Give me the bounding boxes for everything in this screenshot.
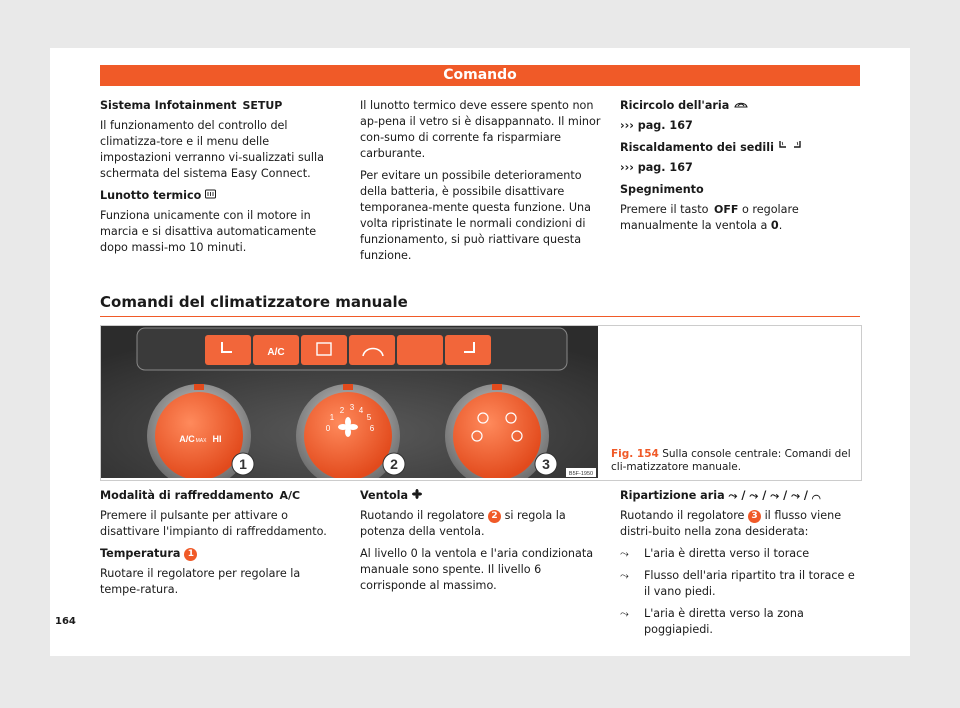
knob-1-hi-label: HI — [212, 434, 222, 444]
ac-button-label: A/C — [267, 347, 285, 358]
cooling-text: Premere il pulsante per attivare o disattivare l'impianto di raffreddamento. — [100, 509, 327, 538]
seat-heating-left-icon — [778, 141, 788, 154]
figure-code: B5F-1950 — [568, 471, 594, 477]
seat-heating-right-icon — [792, 141, 802, 154]
rear-window-text: Funziona unicamente con il motore in marcia e si disattiva automaticamente dopo massi-mo 10 minuti. — [100, 209, 317, 254]
temperature-heading: Temperatura 1 — [100, 546, 340, 562]
figure-label: Fig. 154 — [611, 448, 659, 460]
callout-ref-1: 1 — [184, 548, 197, 561]
cooling-heading: Modalità di raffreddamento A/C — [100, 489, 301, 502]
knob-1-max-label: MAX — [195, 438, 207, 444]
seat-heating-heading: Riscaldamento dei sedili — [620, 140, 860, 156]
blank-button[interactable] — [397, 335, 443, 365]
fan-heading: Ventola — [360, 488, 602, 504]
bottom-column-1 — [100, 488, 340, 604]
climate-panel-photo — [101, 326, 598, 478]
column-3 — [620, 98, 860, 240]
fan-scale-0: 0 — [325, 424, 331, 433]
column-1 — [100, 98, 340, 262]
section-header-bar: Comando — [100, 65, 860, 86]
distribution-item-chest: ⤳ L'aria è diretta verso il torace — [620, 547, 810, 560]
feet-airflow-icon: ⤳ — [620, 607, 629, 620]
svg-text:3: 3 — [542, 456, 550, 472]
callout-1 — [232, 453, 254, 475]
fan-text: Ruotando il regolatore 2 si regola la potenza della ventola. — [360, 509, 566, 538]
callout-ref-3: 3 — [748, 510, 761, 523]
setup-icon: SETUP — [242, 99, 283, 112]
distribution-heading: Ripartizione aria ⤳ / ⤳ / ⤳ / ⤳ / ⌒ — [620, 489, 821, 502]
distribution-item-chest-feet: ⤳ Flusso dell'aria ripartito tra il torace e il vano piedi. — [620, 569, 855, 598]
chest-airflow-icon: ⤳ — [728, 489, 738, 502]
bottom-column-3 — [620, 488, 860, 644]
callout-ref-2: 2 — [488, 510, 501, 523]
off-heading: Spegnimento — [620, 183, 704, 196]
recirculation-button[interactable] — [349, 335, 395, 365]
chest-airflow-icon: ⤳ — [620, 547, 629, 560]
battery-note: Per evitare un possibile deterioramento della batteria, è possibile disattivare temporanea-mente questa funzione. Una volta ripristinate le normali condizioni di funzionamento, si può riattivare questa funzione. — [360, 169, 591, 262]
off-text: Premere il tasto OFF o regolare manualmente la ventola a 0. — [620, 203, 799, 232]
recirculation-ref: ››› pag. 167 — [620, 119, 693, 132]
chest-feet-airflow-icon: ⤳ — [749, 489, 759, 502]
seat-heat-left-button[interactable] — [205, 335, 251, 365]
feet-airflow-icon: ⤳ — [770, 489, 780, 502]
fan-heading-icon — [412, 489, 422, 502]
off-icon: OFF — [714, 203, 739, 216]
callout-3 — [535, 453, 557, 475]
distribution-text: Ruotando il regolatore 3 il flusso viene distri-buito nella zona desiderata: — [620, 509, 842, 538]
temperature-text: Ruotare il regolatore per regolare la tempe-ratura. — [100, 567, 301, 596]
fan-scale-5: 5 — [366, 413, 372, 422]
seat-heat-right-button[interactable] — [445, 335, 491, 365]
column-2 — [360, 98, 602, 270]
seat-heating-ref: ››› pag. 167 — [620, 161, 693, 174]
fan-scale-4: 4 — [358, 406, 364, 415]
figure-caption: Fig. 154 Sulla console centrale: Comandi del cli-matizzatore manuale. — [611, 448, 851, 473]
page-number: 164 — [55, 616, 76, 627]
section-title: Comandi del climatizzatore manuale — [100, 293, 408, 311]
chest-feet-airflow-icon: ⤳ — [620, 569, 629, 582]
svg-text:1: 1 — [239, 456, 247, 472]
windscreen-defrost-icon: ⌒ — [811, 489, 821, 502]
fan-scale-1: 1 — [329, 413, 335, 422]
distribution-item-feet: ⤳ L'aria è diretta verso la zona poggiapiedi. — [620, 607, 804, 636]
bottom-column-2 — [360, 488, 602, 600]
rear-window-heading: Lunotto termico — [100, 188, 340, 204]
section-divider — [100, 316, 860, 317]
fan-scale-3: 3 — [349, 403, 355, 412]
fan-levels-text: Al livello 0 la ventola e l'aria condizionata manuale sono spente. Il livello 6 corrisponde al massimo. — [360, 547, 594, 592]
recirculation-icon — [733, 99, 749, 112]
recirculation-heading: Ricircolo dell'aria — [620, 98, 860, 114]
ac-icon: A/C — [279, 489, 301, 502]
rear-window-note: Il lunotto termico deve essere spento non ap-pena il vetro si è disappannato. Il minor con-sumo di corrente fa risparmiare carburante. — [360, 99, 601, 160]
rear-defrost-button[interactable] — [301, 335, 347, 365]
callout-2 — [383, 453, 405, 475]
infotainment-text: Il funzionamento del controllo del climatizza-tore e il menu delle impostazioni verranno vi-sualizzati sulla schermata del sistema Easy Connect. — [100, 119, 324, 180]
svg-text:2: 2 — [390, 456, 398, 472]
rear-defrost-icon — [205, 189, 216, 202]
infotainment-heading: Sistema Infotainment SETUP — [100, 99, 283, 112]
fan-zero: 0 — [770, 219, 779, 232]
feet-windscreen-airflow-icon: ⤳ — [791, 489, 801, 502]
fan-scale-6: 6 — [369, 424, 375, 433]
knob-1-ac-label: A/C — [179, 434, 195, 444]
fan-scale-2: 2 — [339, 406, 345, 415]
